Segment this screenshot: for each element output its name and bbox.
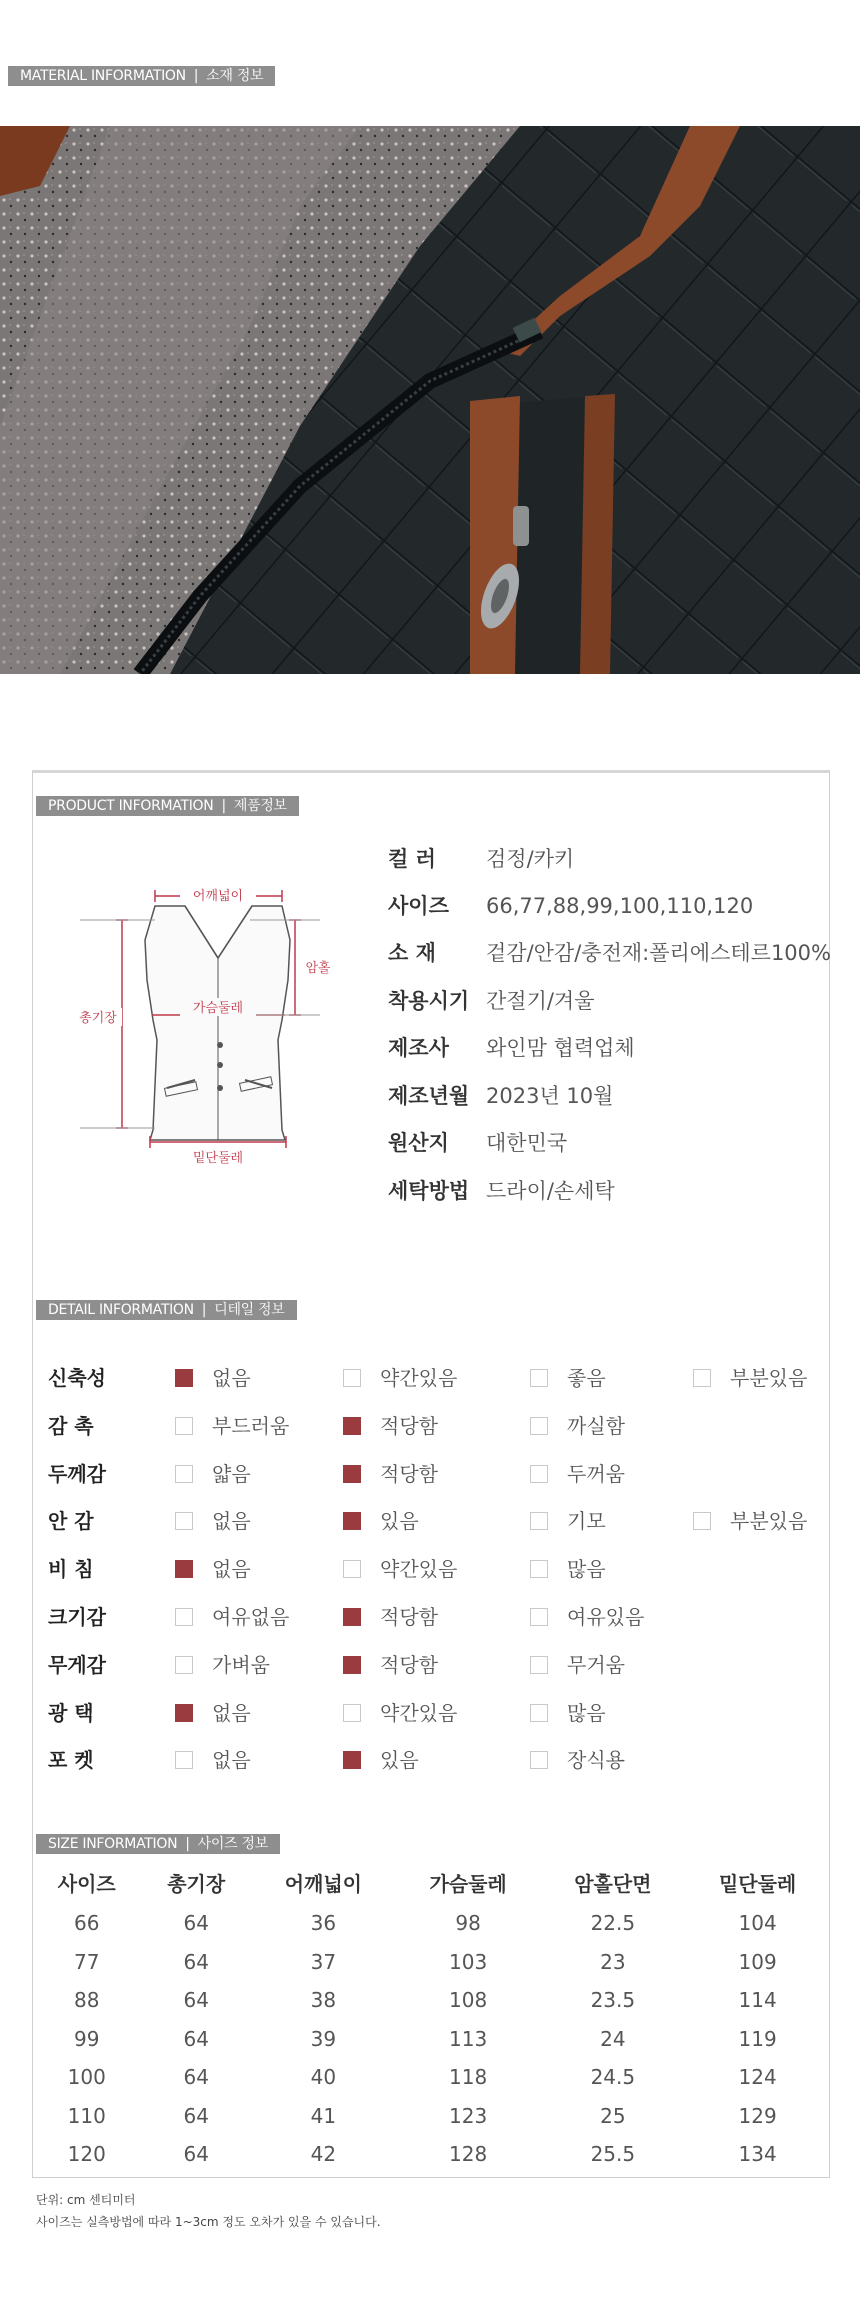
detail-option-label: 적당함 [380, 1605, 438, 1629]
unchecked-box-icon [530, 1560, 548, 1578]
table-cell: 128 [449, 2142, 488, 2167]
header-hem: 밑단둘레 [718, 1871, 797, 1896]
table-cell: 77 [74, 1949, 100, 1974]
unit-note: 단위: cm 센티미터 [36, 2193, 136, 2207]
checked-box-icon [175, 1560, 193, 1578]
detail-label: 안 감 [48, 1509, 94, 1534]
header-chest: 가슴둘레 [429, 1871, 507, 1896]
unchecked-box-icon [530, 1512, 548, 1530]
detail-option-label: 많음 [567, 1700, 606, 1725]
table-cell: 103 [449, 1949, 488, 1974]
material-photo [0, 126, 860, 674]
unchecked-box-icon [175, 1608, 193, 1626]
table-cell: 98 [455, 1911, 481, 1936]
detail-option-label: 없음 [212, 1557, 251, 1582]
detail-option-label: 까실함 [567, 1413, 625, 1438]
detail-row [48, 1411, 838, 1441]
detail-option-label: 좋음 [567, 1366, 606, 1390]
table-row [32, 1904, 830, 1943]
unchecked-box-icon [343, 1704, 361, 1722]
unchecked-box-icon [530, 1369, 548, 1387]
spec-row-origin: 원산지 대한민국 [388, 1131, 568, 1155]
detail-label: 비 침 [48, 1557, 94, 1582]
table-cell: 42 [310, 2142, 337, 2167]
unchecked-box-icon [175, 1465, 193, 1483]
detail-option-label: 없음 [212, 1748, 251, 1773]
header-total-length: 총기장 [167, 1871, 226, 1896]
detail-option-label: 부드러움 [212, 1413, 290, 1438]
spec-row-color: 컬 러 검정/카키 [388, 847, 575, 871]
spec-row-season: 착용시기 간절기/겨울 [388, 989, 595, 1013]
table-cell: 118 [449, 2065, 488, 2090]
detail-row [48, 1745, 838, 1775]
spec-row-material: 소 재 겉감/안감/충전재:폴리에스테르100% [388, 941, 831, 965]
unchecked-box-icon [530, 1656, 548, 1674]
table-cell: 64 [183, 1911, 209, 1936]
detail-option-label: 있음 [380, 1748, 419, 1773]
checked-box-icon [343, 1608, 361, 1626]
detail-option-label: 부분있음 [730, 1509, 808, 1534]
table-row [32, 2058, 830, 2097]
detail-option-label: 적당함 [380, 1413, 438, 1438]
quilted-vest-image [0, 126, 860, 674]
detail-option-label: 약간있음 [380, 1366, 458, 1390]
table-row [32, 1981, 830, 2020]
unchecked-box-icon [530, 1417, 548, 1435]
table-cell: 88 [74, 1988, 100, 2013]
spec-row-manufacturer: 제조사 와인맘 협력업체 [388, 1036, 635, 1060]
table-cell: 64 [183, 2026, 209, 2051]
table-cell: 124 [738, 2065, 777, 2090]
unchecked-box-icon [530, 1704, 548, 1722]
detail-option-label: 여유없음 [212, 1605, 290, 1629]
detail-label: 무게감 [48, 1652, 106, 1677]
header-size: 사이즈 [57, 1871, 116, 1896]
unchecked-box-icon [693, 1369, 711, 1387]
table-cell: 22.5 [590, 1911, 636, 1936]
detail-option-label: 약간있음 [380, 1700, 458, 1725]
unchecked-box-icon [175, 1417, 193, 1435]
detail-label: 크기감 [48, 1605, 106, 1629]
table-cell: 64 [183, 1988, 209, 2013]
armhole-label: 암홀 [305, 961, 331, 976]
header-armhole: 암홀단면 [574, 1871, 652, 1896]
material-info-tag: MATERIAL INFORMATION | 소재 정보 [8, 66, 275, 86]
table-cell: 41 [310, 2103, 337, 2128]
table-cell: 64 [183, 2065, 209, 2090]
detail-option-label: 없음 [212, 1700, 251, 1725]
checked-box-icon [175, 1704, 193, 1722]
table-cell: 134 [738, 2142, 777, 2167]
detail-option-label: 적당함 [380, 1461, 438, 1486]
detail-option-label: 기모 [567, 1509, 606, 1534]
detail-row [48, 1506, 838, 1536]
detail-option-label: 많음 [567, 1557, 606, 1582]
chest-label: 가슴둘레 [192, 1001, 244, 1016]
size-info-tag: SIZE INFORMATION | 사이즈 정보 [36, 1834, 280, 1854]
detail-option-label: 무거움 [567, 1652, 625, 1677]
table-cell: 23.5 [590, 1988, 636, 2013]
checked-box-icon [343, 1656, 361, 1674]
unchecked-box-icon [530, 1465, 548, 1483]
table-cell: 39 [310, 2026, 337, 2051]
checked-box-icon [343, 1751, 361, 1769]
detail-option-label: 두꺼움 [567, 1461, 625, 1486]
table-cell: 64 [183, 2103, 209, 2128]
unchecked-box-icon [343, 1560, 361, 1578]
detail-label: 광 택 [48, 1700, 94, 1725]
table-cell: 23 [600, 1949, 626, 1974]
total-length-label: 총기장 [79, 1011, 117, 1026]
detail-row [48, 1698, 838, 1728]
vest-measurement-diagram [60, 860, 340, 1180]
detail-label: 두께감 [48, 1461, 106, 1486]
table-row [32, 2097, 830, 2136]
detail-option-label: 적당함 [380, 1652, 438, 1677]
unchecked-box-icon [175, 1512, 193, 1530]
table-cell: 104 [738, 1911, 777, 1936]
shoulder-label: 어깨넓이 [192, 889, 244, 904]
detail-row [48, 1650, 838, 1680]
unchecked-box-icon [530, 1751, 548, 1769]
unchecked-box-icon [530, 1608, 548, 1626]
table-cell: 64 [183, 1949, 209, 1974]
table-cell: 99 [74, 2026, 100, 2051]
table-cell: 109 [738, 1949, 777, 1974]
product-info-tag: PRODUCT INFORMATION | 제품정보 [36, 796, 299, 816]
table-cell: 114 [738, 1988, 777, 2013]
table-cell: 66 [74, 1911, 100, 1936]
table-cell: 24 [600, 2026, 626, 2051]
table-cell: 123 [449, 2103, 488, 2128]
detail-row [48, 1363, 838, 1393]
spec-row-date: 제조년월 2023년 10월 [388, 1084, 614, 1108]
table-cell: 38 [310, 1988, 337, 2013]
detail-label: 감 촉 [48, 1413, 94, 1438]
table-cell: 36 [310, 1911, 337, 1936]
detail-row [48, 1459, 838, 1489]
checked-box-icon [175, 1369, 193, 1387]
size-table [32, 1860, 830, 2174]
table-cell: 24.5 [590, 2065, 636, 2090]
table-cell: 25.5 [590, 2142, 636, 2167]
detail-option-label: 부분있음 [730, 1366, 808, 1390]
table-cell: 108 [449, 1988, 488, 2013]
detail-info-tag: DETAIL INFORMATION | 디테일 정보 [36, 1300, 297, 1320]
detail-label: 신축성 [48, 1366, 106, 1390]
table-cell: 129 [738, 2103, 777, 2128]
unchecked-box-icon [693, 1512, 711, 1530]
detail-option-label: 없음 [212, 1509, 251, 1534]
spec-row-washing: 세탁방법 드라이/손세탁 [388, 1179, 615, 1203]
detail-option-label: 없음 [212, 1366, 251, 1390]
detail-option-label: 있음 [380, 1509, 419, 1534]
table-cell: 119 [738, 2026, 777, 2051]
table-cell: 110 [67, 2103, 106, 2128]
hem-label: 밑단둘레 [192, 1151, 244, 1166]
spec-row-size: 사이즈 66,77,88,99,100,110,120 [388, 894, 754, 918]
header-shoulder: 어깨넓이 [284, 1871, 362, 1896]
checked-box-icon [343, 1512, 361, 1530]
table-cell: 113 [449, 2026, 488, 2051]
detail-option-label: 약간있음 [380, 1557, 458, 1582]
unchecked-box-icon [343, 1369, 361, 1387]
detail-option-label: 가벼움 [212, 1652, 270, 1677]
table-cell: 100 [67, 2065, 106, 2090]
detail-row [48, 1602, 838, 1632]
table-cell: 37 [310, 1949, 337, 1974]
detail-row [48, 1554, 838, 1584]
table-row [32, 1943, 830, 1982]
table-cell: 25 [600, 2103, 626, 2128]
table-cell: 120 [67, 2142, 106, 2167]
unchecked-box-icon [175, 1656, 193, 1674]
checked-box-icon [343, 1465, 361, 1483]
table-cell: 64 [183, 2142, 209, 2167]
table-row [32, 2135, 830, 2174]
detail-option-label: 얇음 [212, 1461, 251, 1486]
size-table-header [32, 1860, 830, 1904]
table-cell: 40 [310, 2065, 337, 2090]
disclaimer-note: 사이즈는 실측방법에 따라 1~3cm 정도 오차가 있을 수 있습니다. [36, 2215, 381, 2229]
detail-option-label: 장식용 [567, 1748, 625, 1773]
checked-box-icon [343, 1417, 361, 1435]
unchecked-box-icon [175, 1751, 193, 1769]
detail-label: 포 켓 [48, 1748, 94, 1773]
detail-option-label: 여유있음 [567, 1605, 645, 1629]
table-row [32, 2020, 830, 2059]
